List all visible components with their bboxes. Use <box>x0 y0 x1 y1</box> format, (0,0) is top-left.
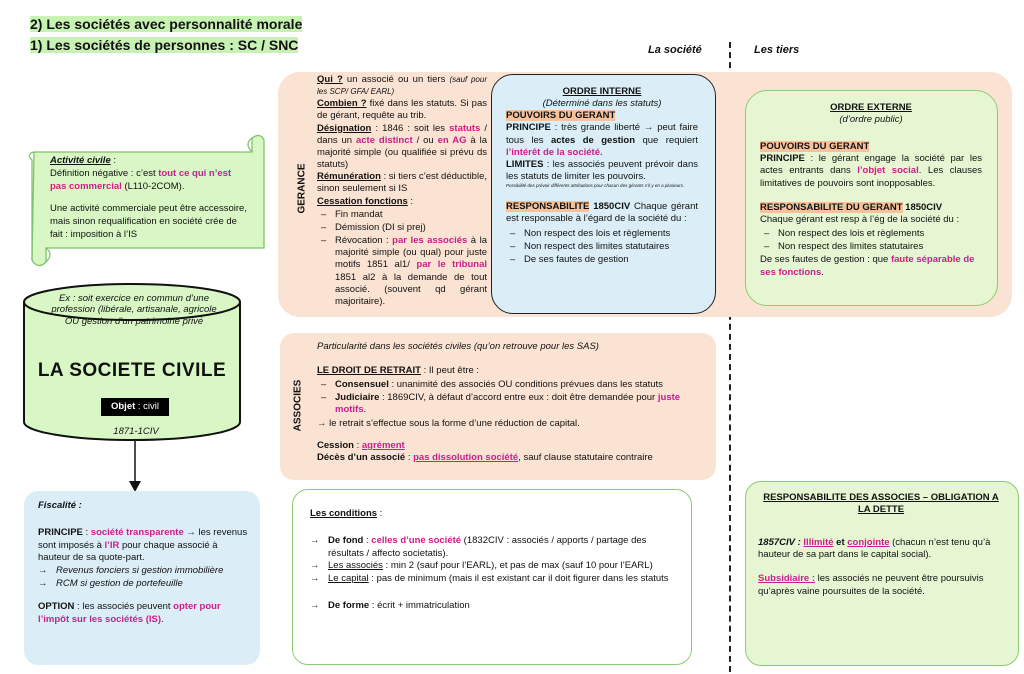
gerance-designation-g: à la majorité simple (ou qualifiée si prévu ds statuts) <box>317 134 487 171</box>
gerance-remuneration-label: Rémunération <box>317 171 381 183</box>
gerance-designation-e: / ou <box>412 134 438 146</box>
oe-resp-ref: 1850CIV <box>902 202 943 214</box>
associes-retrait-text: : Il peut être : <box>420 365 480 377</box>
gerance-cessation-item: – Fin mandat <box>317 209 487 221</box>
forme-text: : écrit + immatriculation <box>369 600 470 612</box>
activite-p1b: tout ce qui n’est pas commercial <box>50 167 232 192</box>
fiscalite-option-label: OPTION <box>38 600 75 612</box>
activite-p1a: Définition négative : c’est <box>50 167 159 179</box>
fiscalite-principe-e: pour chaque associé à hauteur de sa quote-part. <box>38 539 218 564</box>
deces-sep: : <box>405 452 414 464</box>
fiscalite-principe-b: société transparente <box>90 526 184 538</box>
oe-principe-label: PRINCIPE <box>760 153 805 165</box>
cylinder-title: LA SOCIETE CIVILE <box>37 360 227 381</box>
oi-limites-label: LIMITES <box>506 158 544 170</box>
objet-badge <box>101 398 169 416</box>
resp-p1-b: Illimité <box>803 536 834 548</box>
gerance-cessation-label: Cessation fonctions <box>317 195 408 207</box>
oi-small-note: Possibilité des prévoir différents attributions pour chacun des gérants s’il y en a plusieurs. <box>506 183 685 189</box>
header-line2 <box>30 37 298 53</box>
revocation-e: 1851 al2 à la demande de tout associé. (souvent qd gérant majoritaire). <box>335 271 487 307</box>
objet-value: : civil <box>135 401 160 412</box>
cession-value: agrément <box>361 440 405 452</box>
oi-resp-item: – Non respect des limites statutaires <box>506 241 698 253</box>
resp-associes-content <box>758 492 1004 598</box>
judiciaire-a: : 1869CIV, à défaut d’accord entre eux : doit être demandée pour <box>379 392 658 404</box>
arrow-down-icon <box>128 441 142 493</box>
resp-p1-d: conjointe <box>847 536 890 548</box>
revocation-d: par le tribunal <box>416 259 487 271</box>
deces-rest: , sauf clause statutaire contraire <box>518 452 653 464</box>
oe-principe-b: l’objet social <box>857 165 919 177</box>
consensuel-label: Consensuel <box>335 378 389 390</box>
oe-resp-item: – Non respect des lois et règlements <box>760 228 982 240</box>
gerance-cessation-colon: : <box>407 195 414 207</box>
oi-resp-ref: 1850CIV <box>589 200 631 212</box>
gerance-designation-d: acte distinct <box>355 134 413 146</box>
oe-resp-text: Chaque gérant est resp à l’ég de la société du : <box>760 214 960 226</box>
fiscalite-principe-d: l’IR <box>104 539 120 551</box>
resp-associes-title: RESPONSABILITE DES ASSOCIES – OBLIGATION A LA DETTE <box>763 492 999 516</box>
associes-side-label: ASSOCIES <box>292 379 304 432</box>
header-line1 <box>30 16 302 32</box>
associes-consensuel <box>317 379 707 391</box>
conditions-capital <box>310 573 676 586</box>
gerance-designation-a: : 1846 : soit les <box>371 122 450 134</box>
oi-principe-d: l’intérêt de la société. <box>506 146 603 158</box>
oi-resp-text: Chaque gérant est responsable à l’égard de la société du : <box>506 200 698 224</box>
revocation-a: Révocation : <box>335 235 393 247</box>
cond-associes-text: : min 2 (sauf pour l’EARL), et pas de max (sauf 10 pour l’EARL) <box>382 560 653 572</box>
conditions-associes <box>310 560 676 573</box>
judiciaire-c: . <box>363 404 367 416</box>
fiscalite-principe-label: PRINCIPE <box>38 526 83 538</box>
oi-resp-item: – De ses fautes de gestion <box>506 254 698 266</box>
oe-resp-title: RESPONSABILITE DU GERANT <box>760 202 903 214</box>
gerance-designation-b: statuts <box>449 122 481 134</box>
activite-civile: Activité civile : Définition négative : c’est tout ce qui n’est pas commercial (L110-2COM). Une activité commerciale peut être accessoire, mais sinon requalification en société crée de fait : imposition à l’IS <box>50 155 247 241</box>
gerance-designation-f: en AG <box>437 134 467 146</box>
oi-limites-text: : les associés peuvent prévoir dans les statuts de limiter les pouvoirs. <box>506 158 698 183</box>
oe-fautes-a: De ses fautes de gestion : que <box>760 254 891 266</box>
fond-label: De fond <box>328 534 364 546</box>
forme-label: De forme <box>328 600 370 612</box>
oi-principe-label: PRINCIPE <box>506 122 551 134</box>
revocation-b: par les associés <box>392 235 468 247</box>
conditions-forme <box>310 600 676 613</box>
fond-c: (1832CIV : associés / apports / partage des résultats / affecto societatis). <box>328 534 647 559</box>
ordre-externe-title: ORDRE EXTERNE <box>830 102 912 113</box>
cession-sep: : <box>353 440 362 452</box>
gerance-qui-label: Qui ? <box>317 74 343 85</box>
oi-resp-title: RESPONSABILITE <box>506 200 590 212</box>
objet-label: Objet <box>110 401 136 412</box>
gerance-qui-b: (sauf pour les SCP/ GFA/ EARL) <box>317 75 487 97</box>
cylinder-example: Ex : soit exercice en commun d’une profession (libérale, artisanale, agricole OU gestion d’un patrimoine privé <box>51 293 217 327</box>
gerance-side-label: GERANCE <box>296 163 308 214</box>
judiciaire-b: juste motifs <box>335 392 681 416</box>
ordre-interne-content <box>506 86 698 267</box>
fiscalite-principe-a: : <box>82 526 91 538</box>
activite-p2: Une activité commerciale peut être accessoire, mais sinon requalification en société crée de fait : imposition à l’IS <box>50 203 247 241</box>
associes-retrait-effect: → le retrait s’effectue sous la forme d’une réduction de capital. <box>317 417 580 429</box>
gerance-combien-text: fixé dans les statuts. Si pas de gérant, requête au trib. <box>317 98 487 122</box>
ordre-interne-subtitle: (Déterminé dans les statuts) <box>542 98 662 110</box>
gerance-revocation-item <box>317 235 487 308</box>
header-line1-text: 2) Les sociétés avec personnalité morale <box>30 16 303 32</box>
gerance-designation-c: / dans un <box>317 122 487 146</box>
associes-intro: Particularité dans les sociétés civiles (qu’on retrouve pour les SAS) <box>317 341 599 352</box>
capital-text: : pas de minimum (mais il est existant car il doit figurer dans les statuts <box>368 573 669 585</box>
oe-pouvoirs-title: POUVOIRS DU GERANT <box>760 140 870 152</box>
deces-label: Décès d’un associé <box>317 452 406 464</box>
associes-content <box>317 341 707 465</box>
activite-title: Activité civile <box>50 155 111 166</box>
cond-associes-label: Les associés <box>328 560 383 572</box>
oi-principe-b: actes de gestion <box>550 134 636 146</box>
conditions-content <box>310 508 676 613</box>
header-line2-text: 1) Les sociétés de personnes : SC / SNC <box>30 37 299 53</box>
revocation-c: à la majorité simple (ou qual) pour juste motifs 1851 al1/ <box>335 235 487 271</box>
activite-p1c: (L110-2COM). <box>121 180 185 192</box>
fiscalite-option-b: opter pour l’impôt sur les sociétés (IS) <box>38 600 221 625</box>
gerance-remuneration-text: : si tiers c’est déductible, sinon seulement si IS <box>317 171 488 195</box>
oi-principe-a: : très grande liberté → peut faire tous les <box>506 122 698 146</box>
col-tiers-label: Les tiers <box>754 44 800 56</box>
conditions-title-colon: : <box>377 508 383 519</box>
ordre-interne-title: ORDRE INTERNE <box>562 86 642 97</box>
ordre-interne-pouvoirs-title: POUVOIRS DU GERANT <box>506 110 616 122</box>
consensuel-text: : unanimité des associés OU conditions prévues dans les statuts <box>388 378 663 390</box>
conditions-fond <box>310 535 676 561</box>
oi-resp-item: – Non respect des lois et règlements <box>506 228 698 240</box>
gerance-combien-label: Combien ? <box>317 98 367 110</box>
ordre-externe-subtitle: (d’ordre public) <box>839 114 903 126</box>
ordre-externe-content <box>760 102 982 279</box>
resp-p1-a: 1857CIV : <box>758 536 804 548</box>
resp-p1-e: (chacun n’est tenu qu’à hauteur de sa part dans le capital social). <box>758 536 991 561</box>
fiscalite-content <box>38 500 250 627</box>
judiciaire-label: Judiciaire <box>335 392 380 404</box>
fond-a: : <box>363 534 372 546</box>
oe-principe-c: . Les clauses limitatives de pouvoirs sont inopposables. <box>760 165 982 189</box>
fiscalite-item: → RCM si gestion de portefeuille <box>38 578 250 591</box>
oe-fautes-c: . <box>821 266 824 278</box>
cession-label: Cession <box>317 440 354 452</box>
gerance-content <box>317 74 487 309</box>
deces-value: pas dissolution société <box>413 452 519 464</box>
fiscalite-principe-c: → les revenus sont imposés à <box>38 526 248 551</box>
associes-judiciaire <box>317 392 707 417</box>
gerance-qui-a: un associé ou un tiers <box>342 74 450 85</box>
resp-p2-b: les associés ne peuvent être poursuivis qu’après vaine poursuites de la société. <box>758 573 984 597</box>
gerance-cessation-item: – Démission (DI si prej) <box>317 222 487 234</box>
associes-retrait-label: LE DROIT DE RETRAIT <box>317 365 421 377</box>
oi-principe-c: que requiert <box>635 134 698 146</box>
fiscalite-option-c: . <box>161 613 164 625</box>
resp-p1-c: et <box>833 536 848 548</box>
fiscalite-option-a: : les associés peuvent <box>74 600 174 612</box>
fiscalite-item: → Revenus fonciers si gestion immobilière <box>38 565 250 578</box>
resp-p2-a: Subsidiaire : <box>758 573 816 585</box>
cylinder-ref: 1871-1CIV <box>113 426 159 437</box>
capital-label: Le capital <box>328 573 369 585</box>
oe-principe-a: : le gérant engage la société par les actes entrants dans <box>760 153 982 177</box>
fond-b: celles d’une société <box>371 534 462 546</box>
gerance-designation-label: Désignation <box>317 122 372 134</box>
fiscalite-title: Fiscalité : <box>38 500 82 511</box>
conditions-title: Les conditions <box>310 508 378 519</box>
col-societe-label: La société <box>648 44 702 56</box>
oe-resp-item: – Non respect des limites statutaires <box>760 241 982 253</box>
oe-fautes-b: faute séparable de ses fonctions <box>760 254 975 278</box>
